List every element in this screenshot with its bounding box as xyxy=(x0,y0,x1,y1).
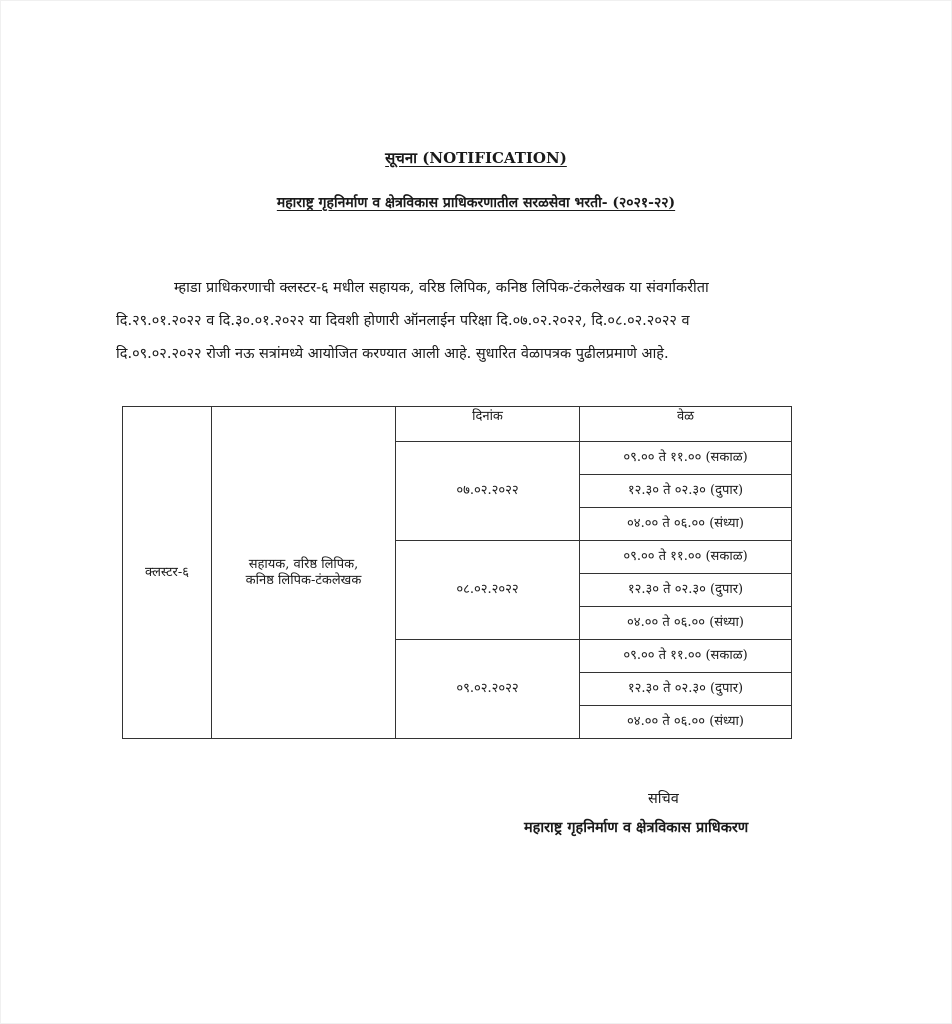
body-line-2: दि.२९.०१.२०२२ व दि.३०.०१.२०२२ या दिवशी होणारी ऑनलाईन परिक्षा दि.०७.०२.२०२२, दि.०८.०२.२०२२ व xyxy=(116,313,690,329)
time-slot-cell: ०४.०० ते ०६.०० (संध्या) xyxy=(580,607,792,640)
time-slot-cell: १२.३० ते ०२.३० (दुपार) xyxy=(580,673,792,706)
time-slot-cell: ०९.०० ते ११.०० (सकाळ) xyxy=(580,640,792,673)
posts-line-1: सहायक, वरिष्ठ लिपिक, xyxy=(248,556,359,572)
posts-line-2: कनिष्ठ लिपिक-टंकलेखक xyxy=(245,572,362,588)
time-slot-cell: ०४.०० ते ०६.०० (संध्या) xyxy=(580,706,792,739)
time-slot-cell: ०९.०० ते ११.०० (सकाळ) xyxy=(580,442,792,475)
time-slot-cell: ०४.०० ते ०६.०० (संध्या) xyxy=(580,508,792,541)
body-line-1: म्हाडा प्राधिकरणाची क्लस्टर-६ मधील सहायक, वरिष्ठ लिपिक, कनिष्ठ लिपिक-टंकलेखक या संवर्गाकरीता xyxy=(174,280,709,296)
notice-subtitle: महाराष्ट्र गृहनिर्माण व क्षेत्रविकास प्राधिकरणातील सरळसेवा भरती- (२०२१-२२) xyxy=(276,195,676,211)
posts-cell xyxy=(212,407,396,739)
time-slot-cell: ०९.०० ते ११.०० (सकाळ) xyxy=(580,541,792,574)
header-time: वेळ xyxy=(580,407,792,442)
signatory-title: सचिव xyxy=(648,791,679,807)
cluster-cell: क्लस्टर-६ xyxy=(123,407,212,739)
table-row xyxy=(123,407,792,442)
time-slot-cell: १२.३० ते ०२.३० (दुपार) xyxy=(580,574,792,607)
date-cell: ०७.०२.२०२२ xyxy=(396,442,580,541)
body-line-3: दि.०९.०२.२०२२ रोजी नऊ सत्रांमध्ये आयोजित करण्यात आली आहे. सुधारित वेळापत्रक पुढीलप्रमाणे आहे. xyxy=(116,346,669,362)
exam-schedule-table xyxy=(122,406,792,739)
date-cell: ०८.०२.२०२२ xyxy=(396,541,580,640)
time-slot-cell: १२.३० ते ०२.३० (दुपार) xyxy=(580,475,792,508)
signatory-organization: महाराष्ट्र गृहनिर्माण व क्षेत्रविकास प्राधिकरण xyxy=(524,819,749,836)
notice-body xyxy=(116,272,832,371)
date-cell: ०९.०२.२०२२ xyxy=(396,640,580,739)
header-date: दिनांक xyxy=(396,407,580,442)
notice-title: सूचना (NOTIFICATION) xyxy=(385,149,567,167)
